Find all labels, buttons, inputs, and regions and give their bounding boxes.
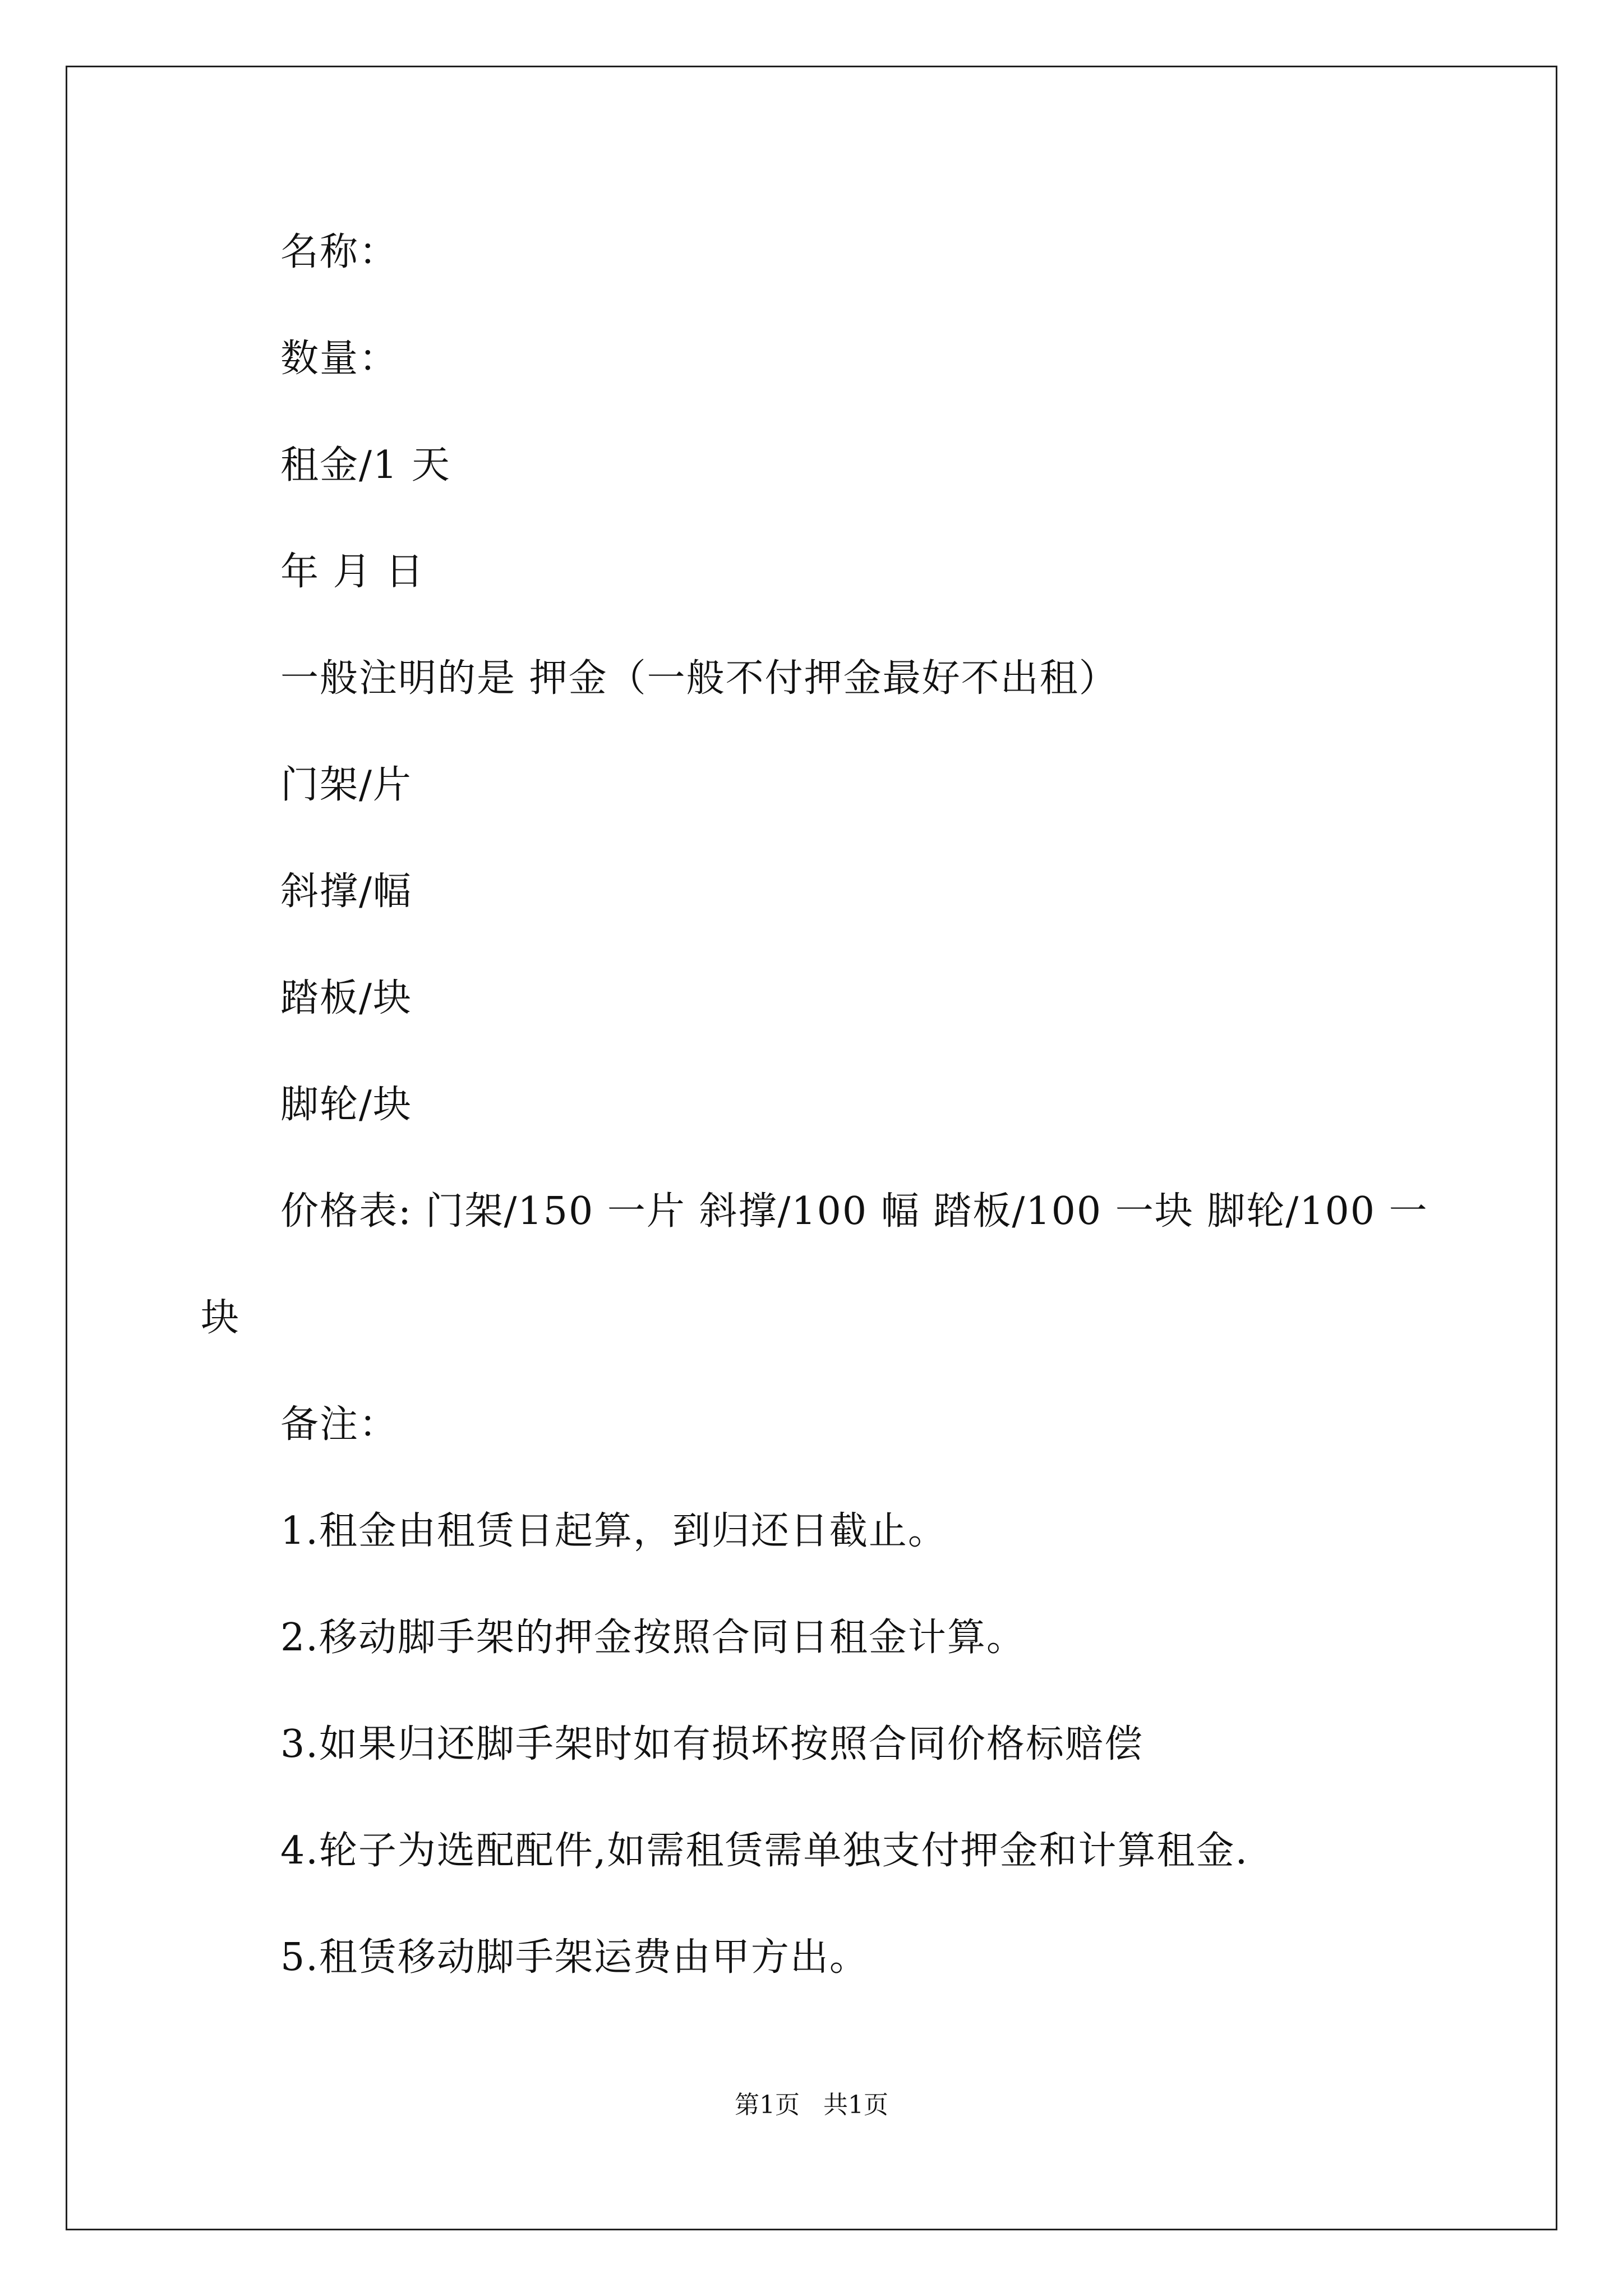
item-caster: 脚轮/块: [280, 1083, 412, 1127]
remark-item-5: 5.租赁移动脚手架运费由甲方出。: [280, 1935, 869, 1980]
field-rent-label: 租金/1 天: [280, 443, 451, 487]
price-list: 价格表: 门架/150 一片 斜撑/100 幅 踏板/100 一块 脚轮/100 一: [280, 1189, 1428, 1234]
deposit-note: 一般注明的是 押金（一般不付押金最好不出租）: [280, 656, 1118, 701]
item-door-frame: 门架/片: [280, 763, 412, 807]
remark-item-2: 2.移动脚手架的押金按照合同日租金计算。: [280, 1616, 1026, 1660]
item-footboard: 踏板/块: [280, 976, 412, 1020]
item-diagonal-brace: 斜撑/幅: [280, 869, 412, 914]
page-footer: 第1页 共1页: [735, 2091, 888, 2119]
field-date-label: 年 月 日: [280, 550, 425, 594]
field-name-label: 名称：: [280, 230, 399, 274]
remark-item-1: 1.租金由租赁日起算，到归还日截止。: [280, 1509, 947, 1553]
field-quantity-label: 数量：: [280, 337, 399, 381]
price-list-continued: 块: [201, 1296, 241, 1340]
remark-item-4: 4.轮子为选配配件,如需租赁需单独支付押金和计算租金.: [280, 1829, 1249, 1873]
remark-item-3: 3.如果归还脚手架时如有损坏按照合同价格标赔偿: [280, 1722, 1144, 1766]
remarks-heading: 备注：: [280, 1402, 399, 1447]
page-border: [66, 66, 1557, 2230]
